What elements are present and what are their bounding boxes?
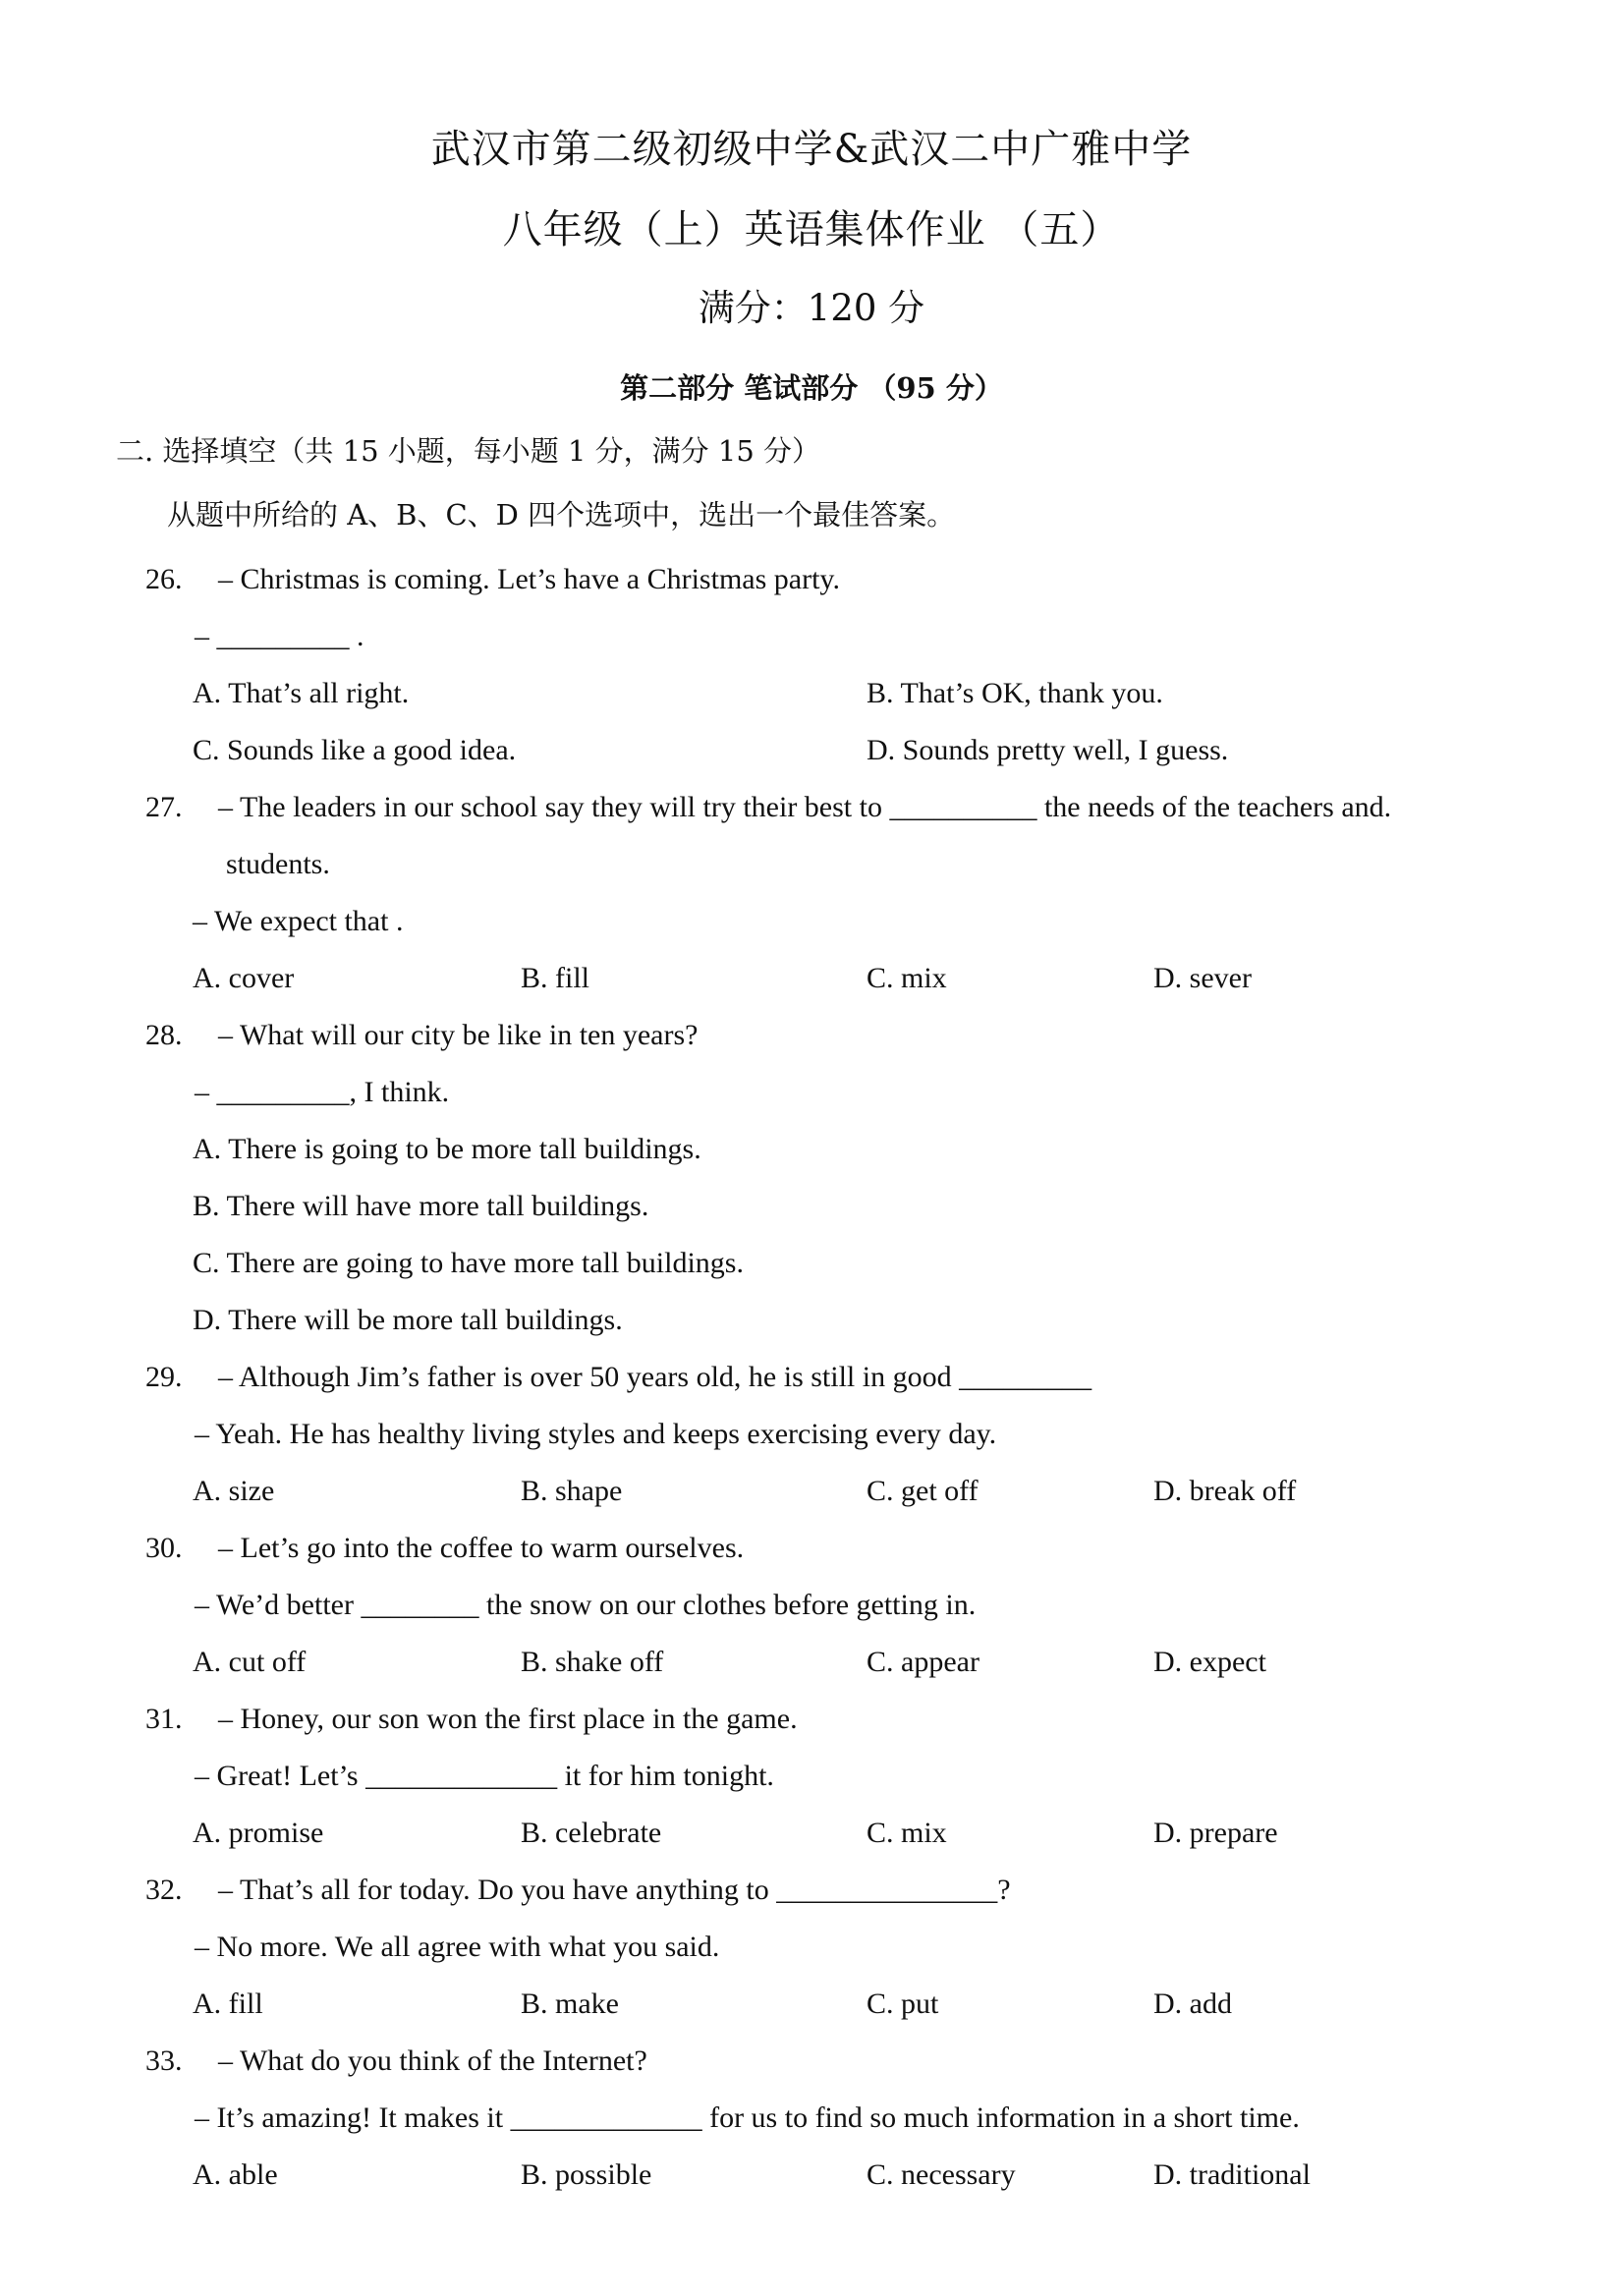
option-a: A. There is going to be more tall buildings. [193,1133,701,1165]
question-line: – It’s amazing! It makes it _____________ for us to find so much information in a short time. [195,2101,1300,2134]
option-b: B. celebrate [521,1817,662,1849]
question-number: 27. [145,791,183,823]
school-title: 武汉市第二级初级中学&武汉二中广雅中学 [430,127,1193,172]
question-line: – What will our city be like in ten years? [218,1019,699,1051]
question-line: – Although Jim’s father is over 50 years old, he is still in good _________ [218,1361,1092,1393]
question-number: 33. [145,2044,183,2077]
option-b: B. shape [521,1475,623,1507]
full-score: 满分：120 分 [698,287,925,329]
option-a: A. That’s all right. [193,677,410,709]
question-line: – Yeah. He has healthy living styles and keeps exercising every day. [195,1418,997,1450]
option-d: D. prepare [1153,1817,1278,1849]
question-line: – Let’s go into the coffee to warm ourselves. [218,1532,745,1564]
option-a: A. fill [193,1988,263,2020]
option-d: D. There will be more tall buildings. [193,1304,623,1336]
option-d: D. expect [1153,1646,1266,1678]
option-d: D. sever [1153,962,1252,994]
question-number: 29. [145,1361,183,1393]
question-number: 30. [145,1532,183,1564]
question-line: – That’s all for today. Do you have anything to _______________? [218,1874,1011,1906]
option-c: C. There are going to have more tall buildings. [193,1247,744,1279]
option-a: A. cover [193,962,295,994]
option-a: A. promise [193,1817,324,1849]
question-line: – Christmas is coming. Let’s have a Christmas party. [218,563,840,595]
question-number: 28. [145,1019,183,1051]
question-line: – We expect that . [193,905,404,937]
question-line: students. [226,848,330,880]
question-line: – _________ . [195,620,364,652]
option-a: A. able [193,2158,278,2191]
question-line: – The leaders in our school say they will try their best to __________ the needs of the teachers and. [218,791,1392,823]
option-b: B. There will have more tall buildings. [193,1190,649,1222]
question-line: – _________, I think. [195,1076,450,1108]
question-number: 32. [145,1874,183,1906]
option-c: C. Sounds like a good idea. [193,734,517,766]
section-instruction: 从题中所给的 A、B、C、D 四个选项中，选出一个最佳答案。 [167,498,956,532]
question-line: – What do you think of the Internet? [218,2044,647,2077]
option-d: D. Sounds pretty well, I guess. [867,734,1229,766]
option-a: A. cut off [193,1646,307,1678]
option-c: C. get off [867,1475,979,1507]
option-a: A. size [193,1475,275,1507]
question-number: 31. [145,1703,183,1735]
question-line: – No more. We all agree with what you said. [195,1931,720,1963]
question-line: – We’d better ________ the snow on our clothes before getting in. [195,1589,977,1621]
question-line: – Great! Let’s _____________ it for him tonight. [195,1760,774,1792]
option-c: C. mix [867,962,947,994]
option-b: B. That’s OK, thank you. [867,677,1163,709]
option-c: C. put [867,1988,939,2020]
question-line: – Honey, our son won the first place in the game. [218,1703,798,1735]
option-b: B. possible [521,2158,652,2191]
option-c: C. appear [867,1646,979,1678]
option-d: D. traditional [1153,2158,1311,2191]
option-c: C. necessary [867,2158,1016,2191]
option-d: D. add [1153,1988,1232,2020]
question-number: 26. [145,563,183,595]
option-c: C. mix [867,1817,947,1849]
option-b: B. shake off [521,1646,664,1678]
exam-subtitle: 八年级（上）英语集体作业 （五） [502,207,1121,252]
option-d: D. break off [1153,1475,1297,1507]
section-heading: 二. 选择填空（共 15 小题，每小题 1 分，满分 15 分） [116,434,821,468]
option-b: B. make [521,1988,619,2020]
part-heading: 第二部分 笔试部分 （95 分） [620,371,1003,405]
option-b: B. fill [521,962,590,994]
